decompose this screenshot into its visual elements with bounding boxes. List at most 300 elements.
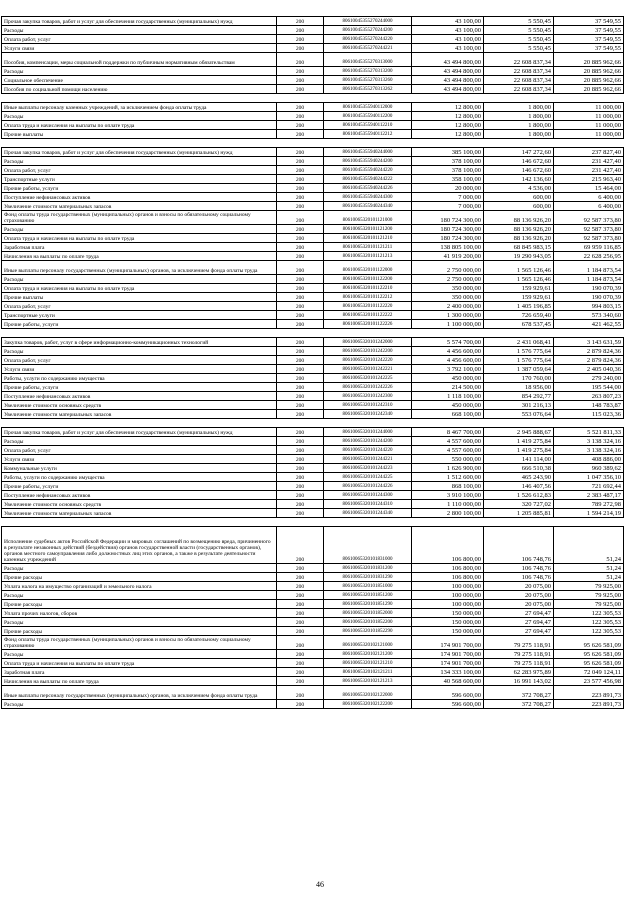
row-executed-cell: 22 608 837,34	[484, 53, 554, 67]
row-kbk-cell: 80610065320101122226	[324, 320, 412, 329]
row-code-cell: 200	[277, 67, 324, 76]
row-approved-cell: 596 600,00	[412, 686, 484, 700]
row-remaining-cell: 6 400,00	[554, 193, 624, 202]
row-name-cell: Прочие расходы	[2, 600, 277, 609]
row-remaining-cell: 79 925,00	[554, 582, 624, 591]
row-remaining-cell: 148 783,87	[554, 401, 624, 410]
row-name-cell: Расходы	[2, 347, 277, 356]
row-approved-cell: 1 626 900,00	[412, 464, 484, 473]
row-approved-cell: 868 100,00	[412, 482, 484, 491]
row-code-cell: 200	[277, 202, 324, 211]
row-kbk-cell: 80610065320101831290	[324, 573, 412, 582]
row-code-cell: 200	[277, 627, 324, 636]
row-code-cell: 200	[277, 76, 324, 85]
row-approved-cell: 550 000,00	[412, 455, 484, 464]
row-remaining-cell: 15 464,00	[554, 184, 624, 193]
row-approved-cell: 106 800,00	[412, 527, 484, 564]
row-kbk-cell: 80610065320101242300	[324, 392, 412, 401]
row-approved-cell: 4 557 600,00	[412, 446, 484, 455]
table-row	[2, 35, 624, 44]
row-code-cell: 200	[277, 184, 324, 193]
row-executed-cell: 5 550,45	[484, 35, 554, 44]
table-row	[2, 103, 624, 112]
row-executed-cell: 1 405 196,85	[484, 302, 554, 311]
row-code-cell: 200	[277, 500, 324, 509]
row-remaining-cell: 215 963,40	[554, 175, 624, 184]
row-executed-cell: 1 526 612,83	[484, 491, 554, 500]
row-executed-cell: 146 672,60	[484, 157, 554, 166]
row-approved-cell: 20 000,00	[412, 184, 484, 193]
table-row	[2, 130, 624, 139]
table-row	[2, 383, 624, 392]
row-code-cell: 200	[277, 509, 324, 518]
row-kbk-cell: 80610065320101122222	[324, 311, 412, 320]
row-executed-cell: 170 760,00	[484, 374, 554, 383]
table-row	[2, 677, 624, 686]
row-remaining-cell: 2 879 824,36	[554, 356, 624, 365]
row-executed-cell: 2 945 888,67	[484, 428, 554, 437]
table-row	[2, 428, 624, 437]
row-code-cell: 200	[277, 668, 324, 677]
row-name-cell: Прочие работы, услуги	[2, 482, 277, 491]
row-name-cell: Уплата прочих налогов, сборов	[2, 609, 277, 618]
row-executed-cell: 79 275 118,91	[484, 650, 554, 659]
table-row	[2, 356, 624, 365]
row-approved-cell: 12 800,00	[412, 121, 484, 130]
row-approved-cell: 180 724 300,00	[412, 211, 484, 225]
row-name-cell: Уплата налога на имущество организаций и земельного налога	[2, 582, 277, 591]
table-row	[2, 700, 624, 709]
row-executed-cell: 1 419 275,84	[484, 437, 554, 446]
row-name-cell: Увеличение стоимости основных средств	[2, 401, 277, 410]
row-name-cell: Расходы	[2, 700, 277, 709]
row-code-cell: 200	[277, 338, 324, 347]
row-approved-cell: 150 000,00	[412, 627, 484, 636]
row-approved-cell: 174 901 700,00	[412, 636, 484, 650]
row-executed-cell: 27 694,47	[484, 627, 554, 636]
row-executed-cell: 88 136 926,20	[484, 225, 554, 234]
row-name-cell: Прочая закупка товаров, работ и услуг для обеспечения государственных (муниципальных) нужд	[2, 17, 277, 26]
row-code-cell: 200	[277, 261, 324, 275]
row-approved-cell: 174 901 700,00	[412, 659, 484, 668]
row-code-cell: 200	[277, 130, 324, 139]
budget-execution-table	[1, 16, 624, 709]
row-kbk-cell: 80610045355940244226	[324, 184, 412, 193]
row-name-cell: Иные выплаты персоналу государственных (муниципальных) органов, за исключением фонда оплаты труда	[2, 261, 277, 275]
row-name-cell: Оплата работ, услуг	[2, 35, 277, 44]
table-row	[2, 121, 624, 130]
row-kbk-cell: 80610065320102122200	[324, 700, 412, 709]
row-name-cell: Услуги связи	[2, 365, 277, 374]
row-code-cell: 200	[277, 564, 324, 573]
row-kbk-cell: 80610065320102121000	[324, 636, 412, 650]
row-executed-cell: 27 694,47	[484, 609, 554, 618]
row-approved-cell: 2 750 000,00	[412, 275, 484, 284]
row-executed-cell: 106 748,76	[484, 527, 554, 564]
row-remaining-cell: 721 692,44	[554, 482, 624, 491]
row-kbk-cell: 80610045355940244300	[324, 193, 412, 202]
row-kbk-cell: 80610045355270313260	[324, 76, 412, 85]
table-row	[2, 668, 624, 677]
row-code-cell: 200	[277, 401, 324, 410]
row-kbk-cell: 80610065320101122210	[324, 284, 412, 293]
row-kbk-cell: 80610065320101244300	[324, 491, 412, 500]
row-approved-cell: 43 494 800,00	[412, 76, 484, 85]
row-name-cell: Транспортные услуги	[2, 175, 277, 184]
row-name-cell: Фонд оплаты труда государственных (муниципальных) органов и взносы по обязательному социальному страхованию	[2, 636, 277, 650]
row-kbk-cell: 80610065320102121211	[324, 668, 412, 677]
row-executed-cell: 1 565 126,46	[484, 261, 554, 275]
row-remaining-cell: 95 626 581,09	[554, 636, 624, 650]
row-name-cell: Заработная плата	[2, 668, 277, 677]
table-row	[2, 184, 624, 193]
row-executed-cell: 142 136,60	[484, 175, 554, 184]
row-approved-cell: 150 000,00	[412, 618, 484, 627]
table-row	[2, 211, 624, 225]
row-remaining-cell: 122 305,53	[554, 618, 624, 627]
row-name-cell: Оплата труда и начисления на выплаты по оплате труда	[2, 659, 277, 668]
row-name-cell: Расходы	[2, 650, 277, 659]
row-approved-cell: 43 100,00	[412, 44, 484, 53]
row-name-cell: Пособия, компенсации, меры социальной поддержки по публичным нормативным обязательствам	[2, 53, 277, 67]
row-remaining-cell: 279 240,00	[554, 374, 624, 383]
row-kbk-cell: 80610065320101121200	[324, 225, 412, 234]
row-approved-cell: 2 800 100,00	[412, 509, 484, 518]
row-code-cell: 200	[277, 428, 324, 437]
table-row	[2, 302, 624, 311]
row-code-cell: 200	[277, 284, 324, 293]
row-name-cell: Увеличение стоимости материальных запасов	[2, 410, 277, 419]
row-approved-cell: 385 100,00	[412, 148, 484, 157]
row-kbk-cell: 80610065320101244310	[324, 500, 412, 509]
row-code-cell: 200	[277, 659, 324, 668]
row-kbk-cell: 80610045355940112000	[324, 103, 412, 112]
table-row	[2, 293, 624, 302]
row-kbk-cell: 80610045355940112210	[324, 121, 412, 130]
row-code-cell: 200	[277, 243, 324, 252]
row-name-cell: Прочая закупка товаров, работ и услуг для обеспечения государственных (муниципальных) нужд	[2, 148, 277, 157]
row-approved-cell: 378 100,00	[412, 166, 484, 175]
row-kbk-cell: 80610045355940112200	[324, 112, 412, 121]
row-approved-cell: 43 494 800,00	[412, 85, 484, 94]
row-remaining-cell: 92 587 373,80	[554, 234, 624, 243]
row-executed-cell: 1 576 775,64	[484, 347, 554, 356]
row-approved-cell: 358 100,00	[412, 175, 484, 184]
row-executed-cell: 5 550,45	[484, 44, 554, 53]
row-approved-cell: 350 000,00	[412, 293, 484, 302]
row-approved-cell: 180 724 300,00	[412, 225, 484, 234]
row-approved-cell: 450 000,00	[412, 401, 484, 410]
row-approved-cell: 5 574 700,00	[412, 338, 484, 347]
row-approved-cell: 4 557 600,00	[412, 437, 484, 446]
row-code-cell: 200	[277, 356, 324, 365]
row-approved-cell: 43 494 800,00	[412, 67, 484, 76]
row-executed-cell: 1 800,00	[484, 130, 554, 139]
table-row	[2, 591, 624, 600]
row-code-cell: 200	[277, 437, 324, 446]
row-code-cell: 200	[277, 53, 324, 67]
row-remaining-cell: 223 891,73	[554, 686, 624, 700]
table-row	[2, 148, 624, 157]
row-approved-cell: 12 800,00	[412, 112, 484, 121]
row-remaining-cell: 190 070,39	[554, 284, 624, 293]
row-approved-cell: 40 568 600,00	[412, 677, 484, 686]
table-row	[2, 275, 624, 284]
row-executed-cell: 22 608 837,34	[484, 85, 554, 94]
row-approved-cell: 150 000,00	[412, 609, 484, 618]
row-remaining-cell: 573 340,60	[554, 311, 624, 320]
row-kbk-cell: 80610065320101851200	[324, 591, 412, 600]
row-kbk-cell: 80610065320101121210	[324, 234, 412, 243]
table-separator-row	[2, 518, 624, 527]
row-executed-cell: 600,00	[484, 202, 554, 211]
table-row	[2, 112, 624, 121]
row-name-cell: Прочая закупка товаров, работ и услуг для обеспечения государственных (муниципальных) нужд	[2, 428, 277, 437]
row-approved-cell: 1 100 000,00	[412, 320, 484, 329]
row-approved-cell: 12 800,00	[412, 130, 484, 139]
row-approved-cell: 43 494 800,00	[412, 53, 484, 67]
row-kbk-cell: 80610065320101242221	[324, 365, 412, 374]
row-code-cell: 200	[277, 473, 324, 482]
row-remaining-cell: 3 138 324,16	[554, 446, 624, 455]
row-executed-cell: 465 243,90	[484, 473, 554, 482]
row-approved-cell: 450 000,00	[412, 374, 484, 383]
row-name-cell: Расходы	[2, 618, 277, 627]
row-name-cell: Оплата работ, услуг	[2, 446, 277, 455]
row-approved-cell: 8 467 700,00	[412, 428, 484, 437]
row-remaining-cell: 72 049 124,11	[554, 668, 624, 677]
row-approved-cell: 4 456 600,00	[412, 347, 484, 356]
row-executed-cell: 726 659,40	[484, 311, 554, 320]
row-remaining-cell: 95 626 581,09	[554, 650, 624, 659]
table-row	[2, 564, 624, 573]
row-remaining-cell: 92 587 373,80	[554, 225, 624, 234]
row-kbk-cell: 80610045355940244220	[324, 166, 412, 175]
row-code-cell: 200	[277, 392, 324, 401]
row-approved-cell: 4 456 600,00	[412, 356, 484, 365]
row-name-cell: Работы, услуги по содержанию имущества	[2, 473, 277, 482]
row-remaining-cell: 195 544,00	[554, 383, 624, 392]
row-name-cell: Оплата труда и начисления на выплаты по оплате труда	[2, 284, 277, 293]
row-approved-cell: 378 100,00	[412, 157, 484, 166]
row-approved-cell: 596 600,00	[412, 700, 484, 709]
row-executed-cell: 18 956,00	[484, 383, 554, 392]
row-kbk-cell: 80610045355270244000	[324, 17, 412, 26]
row-approved-cell: 3 910 100,00	[412, 491, 484, 500]
row-code-cell: 200	[277, 225, 324, 234]
table-row	[2, 446, 624, 455]
row-executed-cell: 320 727,02	[484, 500, 554, 509]
row-name-cell: Расходы	[2, 225, 277, 234]
table-row	[2, 609, 624, 618]
row-code-cell: 200	[277, 320, 324, 329]
row-executed-cell: 88 136 926,20	[484, 234, 554, 243]
row-executed-cell: 146 672,60	[484, 166, 554, 175]
row-name-cell: Оплата работ, услуг	[2, 302, 277, 311]
row-name-cell: Иные выплаты персоналу казенных учреждений, за исключением фонда оплаты труда	[2, 103, 277, 112]
row-code-cell: 200	[277, 275, 324, 284]
table-row	[2, 26, 624, 35]
row-approved-cell: 7 000,00	[412, 202, 484, 211]
row-remaining-cell: 2 405 040,36	[554, 365, 624, 374]
table-row	[2, 202, 624, 211]
table-row	[2, 320, 624, 329]
row-code-cell: 200	[277, 35, 324, 44]
row-name-cell: Поступление нефинансовых активов	[2, 193, 277, 202]
row-executed-cell: 678 537,45	[484, 320, 554, 329]
row-executed-cell: 5 550,45	[484, 17, 554, 26]
row-code-cell: 200	[277, 609, 324, 618]
row-remaining-cell: 51,24	[554, 564, 624, 573]
row-executed-cell: 1 565 126,46	[484, 275, 554, 284]
table-separator-row	[2, 329, 624, 338]
row-executed-cell: 68 845 983,15	[484, 243, 554, 252]
row-remaining-cell: 421 462,55	[554, 320, 624, 329]
table-row	[2, 464, 624, 473]
row-remaining-cell: 20 885 962,66	[554, 76, 624, 85]
row-remaining-cell: 1 047 356,10	[554, 473, 624, 482]
row-code-cell: 200	[277, 374, 324, 383]
row-code-cell: 200	[277, 311, 324, 320]
row-name-cell: Транспортные услуги	[2, 311, 277, 320]
row-executed-cell: 16 991 143,02	[484, 677, 554, 686]
row-approved-cell: 138 805 100,00	[412, 243, 484, 252]
row-kbk-cell: 80610045355940244222	[324, 175, 412, 184]
row-executed-cell: 553 076,64	[484, 410, 554, 419]
table-separator-row	[2, 139, 624, 148]
row-kbk-cell: 80610065320101852200	[324, 618, 412, 627]
row-remaining-cell: 263 807,23	[554, 392, 624, 401]
row-remaining-cell: 51,24	[554, 527, 624, 564]
row-kbk-cell: 80610065320101831000	[324, 527, 412, 564]
row-executed-cell: 372 708,27	[484, 700, 554, 709]
row-kbk-cell: 80610045355270244220	[324, 35, 412, 44]
row-code-cell: 200	[277, 103, 324, 112]
row-executed-cell: 22 608 837,34	[484, 76, 554, 85]
row-approved-cell: 134 333 100,00	[412, 668, 484, 677]
row-name-cell: Поступление нефинансовых активов	[2, 491, 277, 500]
row-name-cell: Оплата работ, услуг	[2, 356, 277, 365]
row-executed-cell: 1 576 775,64	[484, 356, 554, 365]
row-approved-cell: 43 100,00	[412, 26, 484, 35]
row-executed-cell: 141 114,00	[484, 455, 554, 464]
table-row	[2, 509, 624, 518]
row-kbk-cell: 80610065320101122212	[324, 293, 412, 302]
row-approved-cell: 1 118 100,00	[412, 392, 484, 401]
row-name-cell: Прочие работы, услуги	[2, 184, 277, 193]
row-kbk-cell: 80610045355270313000	[324, 53, 412, 67]
row-name-cell: Работы, услуги по содержанию имущества	[2, 374, 277, 383]
row-name-cell: Фонд оплаты труда государственных (муниципальных) органов и взносы по обязательному социальному страхованию	[2, 211, 277, 225]
row-name-cell: Увеличение стоимости основных средств	[2, 500, 277, 509]
table-row	[2, 17, 624, 26]
row-code-cell: 200	[277, 700, 324, 709]
row-remaining-cell: 37 549,55	[554, 44, 624, 53]
page-number: 46	[316, 880, 324, 889]
row-code-cell: 200	[277, 44, 324, 53]
row-code-cell: 200	[277, 600, 324, 609]
row-kbk-cell: 80610065320101121000	[324, 211, 412, 225]
table-row	[2, 252, 624, 261]
row-name-cell: Прочие работы, услуги	[2, 383, 277, 392]
table-row	[2, 175, 624, 184]
row-remaining-cell: 37 549,55	[554, 26, 624, 35]
row-code-cell: 200	[277, 491, 324, 500]
row-code-cell: 200	[277, 573, 324, 582]
row-kbk-cell: 80610065320101242310	[324, 401, 412, 410]
row-approved-cell: 180 724 300,00	[412, 234, 484, 243]
row-kbk-cell: 80610045355270244200	[324, 26, 412, 35]
row-executed-cell: 159 929,61	[484, 293, 554, 302]
row-code-cell: 200	[277, 26, 324, 35]
row-kbk-cell: 80610065320101244226	[324, 482, 412, 491]
row-name-cell: Услуги связи	[2, 455, 277, 464]
table-row	[2, 482, 624, 491]
row-approved-cell: 2 750 000,00	[412, 261, 484, 275]
row-remaining-cell: 1 184 873,54	[554, 261, 624, 275]
row-kbk-cell: 80610065320102121200	[324, 650, 412, 659]
row-code-cell: 200	[277, 591, 324, 600]
row-executed-cell: 2 431 068,41	[484, 338, 554, 347]
row-remaining-cell: 3 138 324,16	[554, 437, 624, 446]
row-executed-cell: 1 800,00	[484, 112, 554, 121]
row-name-cell: Прочие работы, услуги	[2, 320, 277, 329]
row-name-cell: Расходы	[2, 157, 277, 166]
row-code-cell: 200	[277, 85, 324, 94]
row-approved-cell: 100 000,00	[412, 582, 484, 591]
table-separator-row	[2, 94, 624, 103]
row-name-cell: Расходы	[2, 564, 277, 573]
row-kbk-cell: 80610065320101851000	[324, 582, 412, 591]
row-executed-cell: 666 510,38	[484, 464, 554, 473]
row-code-cell: 200	[277, 293, 324, 302]
row-approved-cell: 43 100,00	[412, 17, 484, 26]
row-name-cell: Закупка товаров, работ, услуг в сфере информационно-коммуникационных технологий	[2, 338, 277, 347]
table-row	[2, 85, 624, 94]
row-name-cell: Иные выплаты персоналу государственных (муниципальных) органов, за исключением фонда оплаты труда	[2, 686, 277, 700]
table-row	[2, 650, 624, 659]
table-row	[2, 627, 624, 636]
table-row	[2, 437, 624, 446]
table-row	[2, 243, 624, 252]
table-row	[2, 636, 624, 650]
row-code-cell: 200	[277, 347, 324, 356]
row-code-cell: 200	[277, 302, 324, 311]
row-approved-cell: 12 800,00	[412, 103, 484, 112]
row-code-cell: 200	[277, 464, 324, 473]
row-code-cell: 200	[277, 17, 324, 26]
row-code-cell: 200	[277, 383, 324, 392]
table-row	[2, 473, 624, 482]
row-kbk-cell: 80610045355940112212	[324, 130, 412, 139]
row-name-cell: Оплата труда и начисления на выплаты по оплате труда	[2, 234, 277, 243]
row-remaining-cell: 37 549,55	[554, 17, 624, 26]
row-executed-cell: 22 608 837,34	[484, 67, 554, 76]
row-name-cell: Оплата труда и начисления на выплаты по оплате труда	[2, 121, 277, 130]
row-name-cell: Услуги связи	[2, 44, 277, 53]
row-name-cell: Коммунальные услуги	[2, 464, 277, 473]
row-kbk-cell: 80610065320101851290	[324, 600, 412, 609]
row-code-cell: 200	[277, 121, 324, 130]
table-row	[2, 347, 624, 356]
row-kbk-cell: 80610065320102121213	[324, 677, 412, 686]
table-row	[2, 410, 624, 419]
row-kbk-cell: 80610045355940244000	[324, 148, 412, 157]
row-remaining-cell: 789 272,98	[554, 500, 624, 509]
row-approved-cell: 1 110 000,00	[412, 500, 484, 509]
row-kbk-cell: 80610045355270313200	[324, 67, 412, 76]
row-name-cell: Прочие выплаты	[2, 293, 277, 302]
